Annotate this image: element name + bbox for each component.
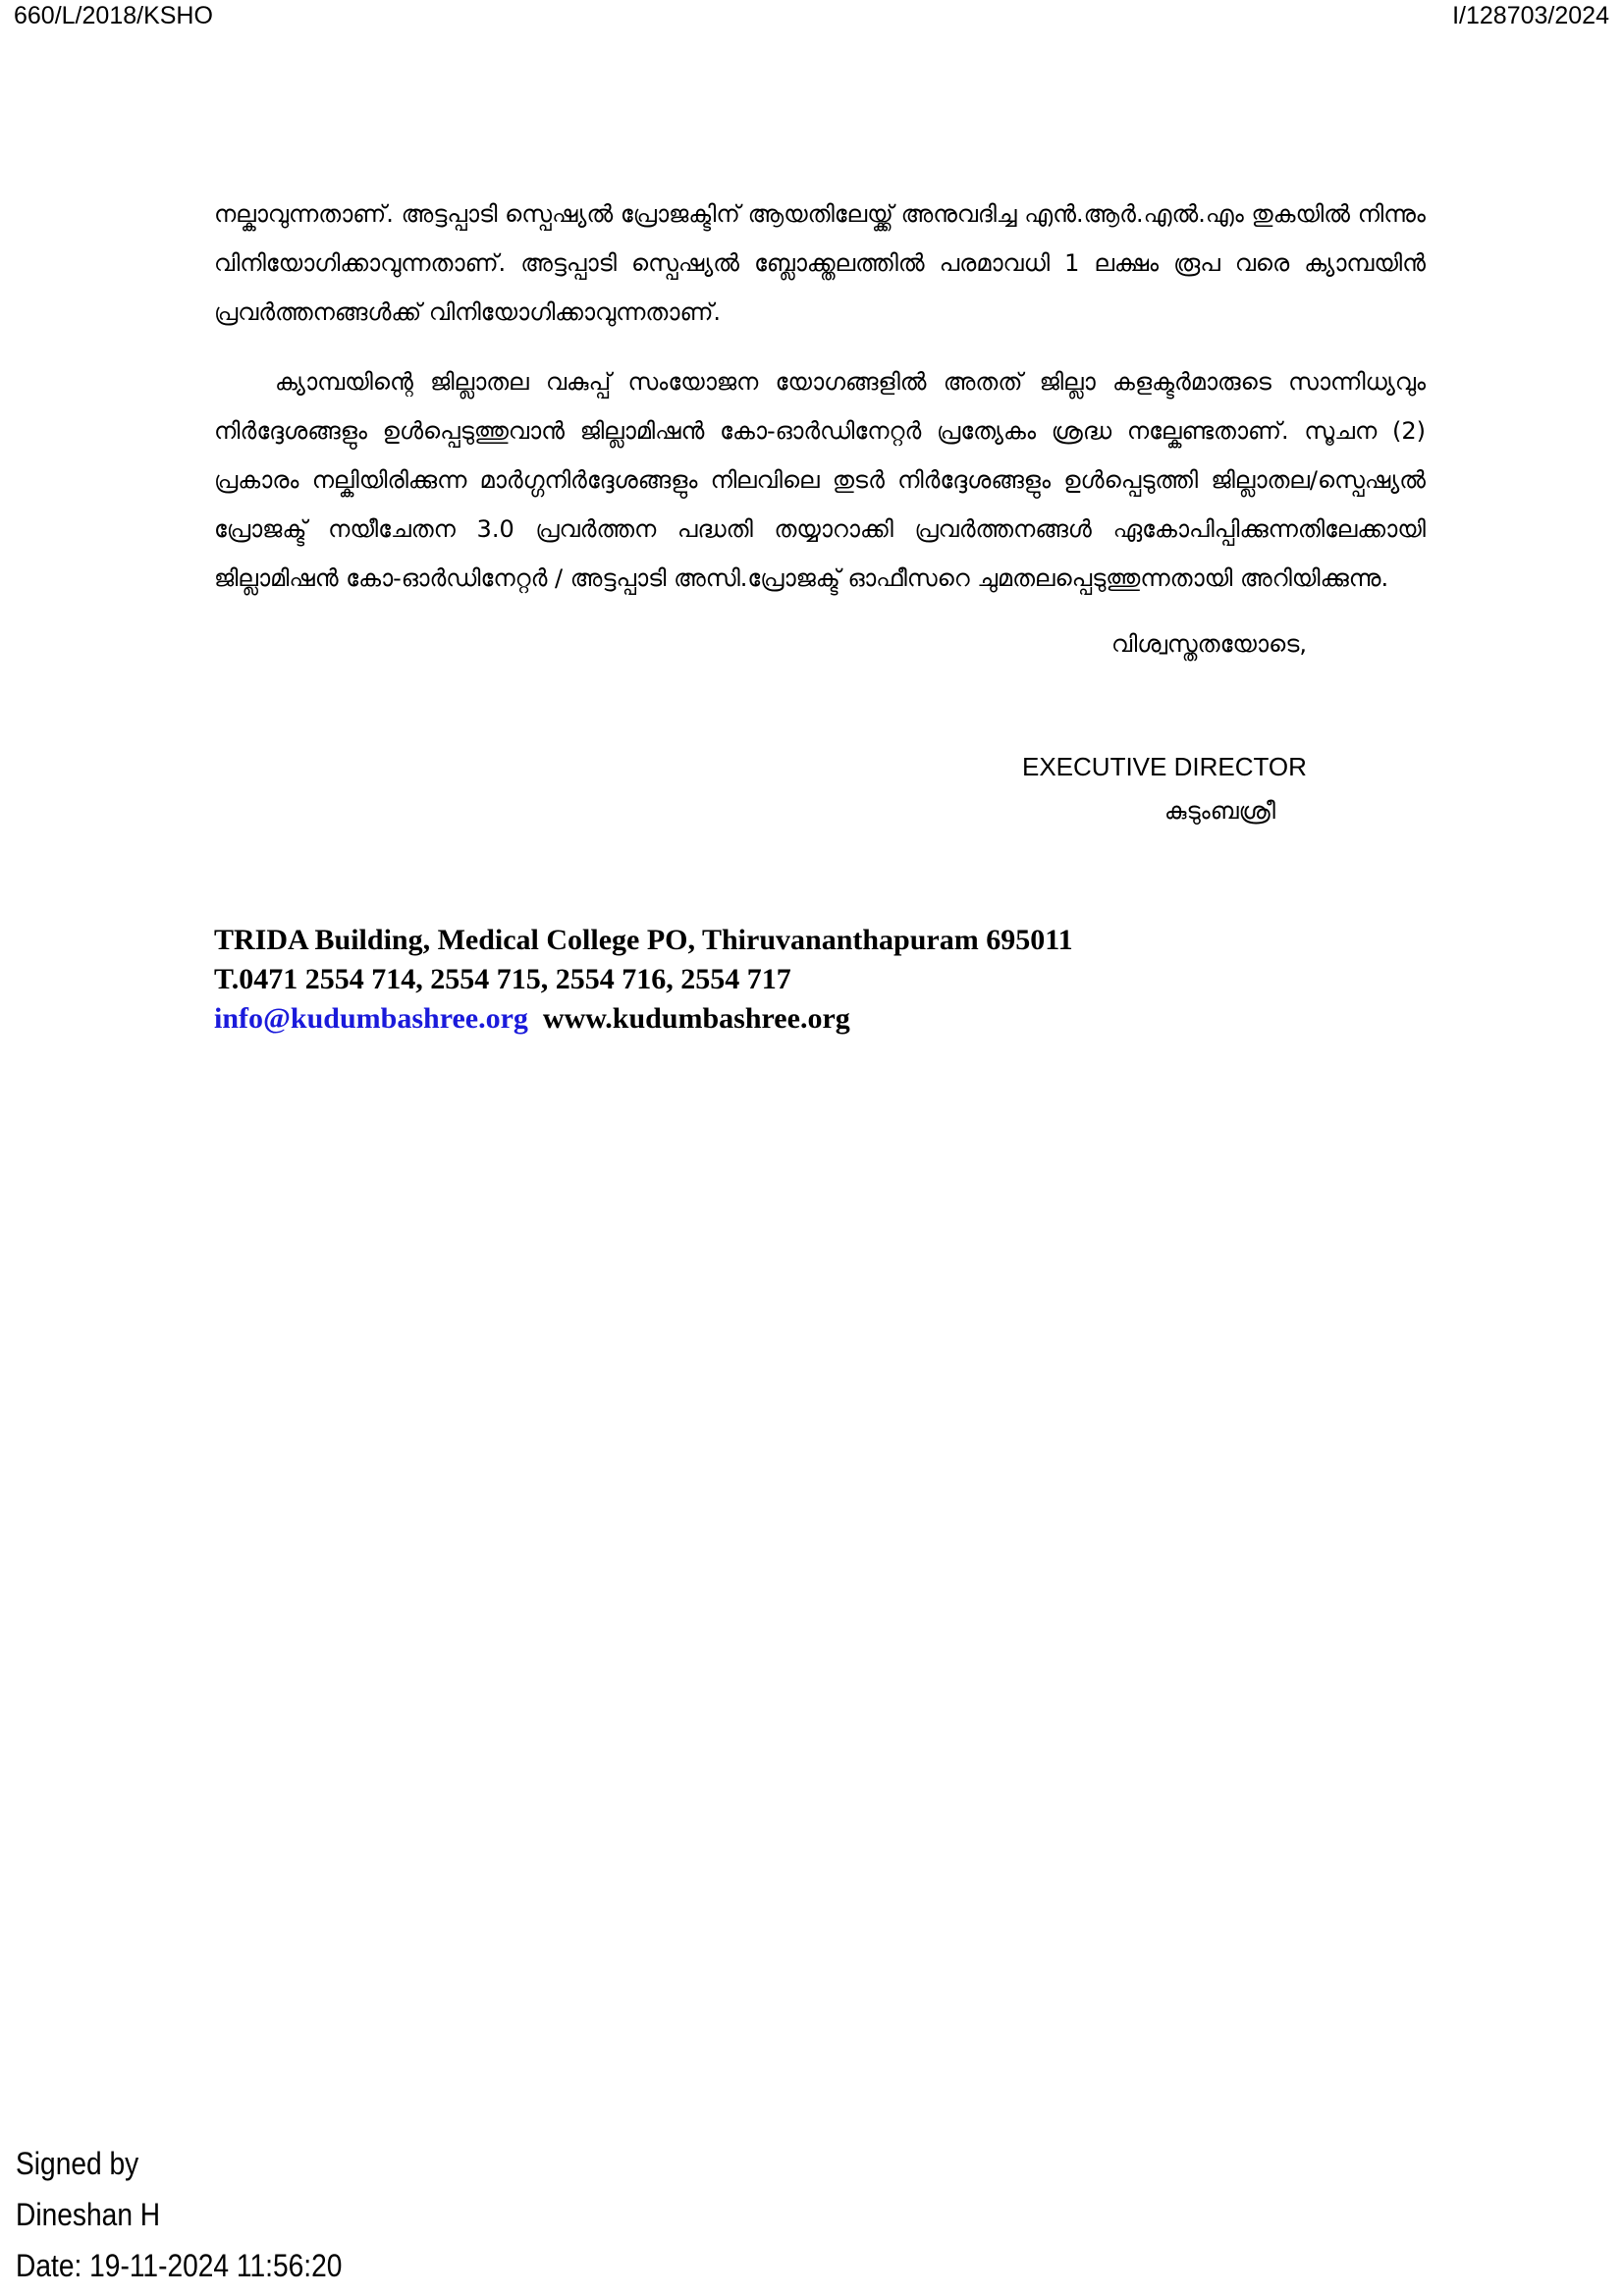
signed-by-label: Signed by [16,2146,139,2181]
file-number: 660/L/2018/KSHO [14,2,213,29]
signature-date: Date: 19-11-2024 11:56:20 [16,2248,343,2283]
footer-address: TRIDA Building, Medical College PO, Thiruvananthapuram 695011 [214,924,1073,956]
signatory-organization: കുടുംബശ്രീ [1164,797,1275,825]
closing-salutation: വിശ്വസ്തതയോടെ, [1111,630,1307,658]
body-paragraph-2: ക്യാമ്പയിന്റെ ജില്ലാതല വകുപ്പ് സംയോജന യോഗങ്ങളിൽ അതത് ജില്ലാ കളക്ടർമാരുടെ സാന്നിധ്യവും നിർദ്ദേശങ്ങളും ഉൾപ്പെടുത്തുവാൻ ജില്ലാമിഷൻ കോ-ഓർഡിനേറ്റർ പ്രത്യേകം ശ്രദ്ധ നല്കേണ്ടതാണ്. സൂചന (2) പ്രകാരം നല്കിയിരിക്കുന്ന മാർഗ്ഗനിർദ്ദേശങ്ങളും നിലവിലെ തുടർ നിർദ്ദേശങ്ങളും ഉൾപ്പെടുത്തി ജില്ലാതല/സ്പെഷ്യൽ പ്രോജക്ട് നയീചേതന 3.0 പ്രവർത്തന പദ്ധതി തയ്യാറാക്കി പ്രവർത്തനങ്ങൾ ഏകോപിപ്പിക്കുന്നതിലേക്കായി ജില്ലാമിഷൻ കോ-ഓർഡിനേറ്റർ / അട്ടപ്പാടി അസി.പ്രോജക്ട് ഓഫീസറെ ചുമതലപ്പെടുത്തുന്നതായി അറിയിക്കുന്നു. [214,368,1426,592]
website-link[interactable]: www.kudumbashree.org [542,1002,850,1035]
footer-phones: T.0471 2554 714, 2554 715, 2554 716, 2554 717 [214,963,791,995]
body-paragraph-1: നല്കാവുന്നതാണ്. അട്ടപ്പാടി സ്പെഷ്യൽ പ്രോജക്ടിന് ആയതിലേയ്ക്ക് അനുവദിച്ച എൻ.ആർ.എൽ.എം തുകയിൽ നിന്നും വിനിയോഗിക്കാവുന്നതാണ്. അട്ടപ്പാടി സ്പെഷ്യൽ ബ്ലോക്ക്തലത്തിൽ പരമാവധി 1 ലക്ഷം രൂപ വരെ ക്യാമ്പയിൻ പ്രവർത്തനങ്ങൾക്ക് വിനിയോഗിക്കാവുന്നതാണ്. [214,200,1426,326]
digital-signature-block [16,2138,342,2291]
signer-name: Dineshan H [16,2197,161,2232]
footer-links [214,999,1073,1039]
email-link[interactable]: info@kudumbashree.org [214,1002,528,1035]
reference-number: I/128703/2024 [1452,2,1609,29]
signatory-designation: EXECUTIVE DIRECTOR [1022,752,1307,781]
footer-contact-block [214,921,1073,1039]
